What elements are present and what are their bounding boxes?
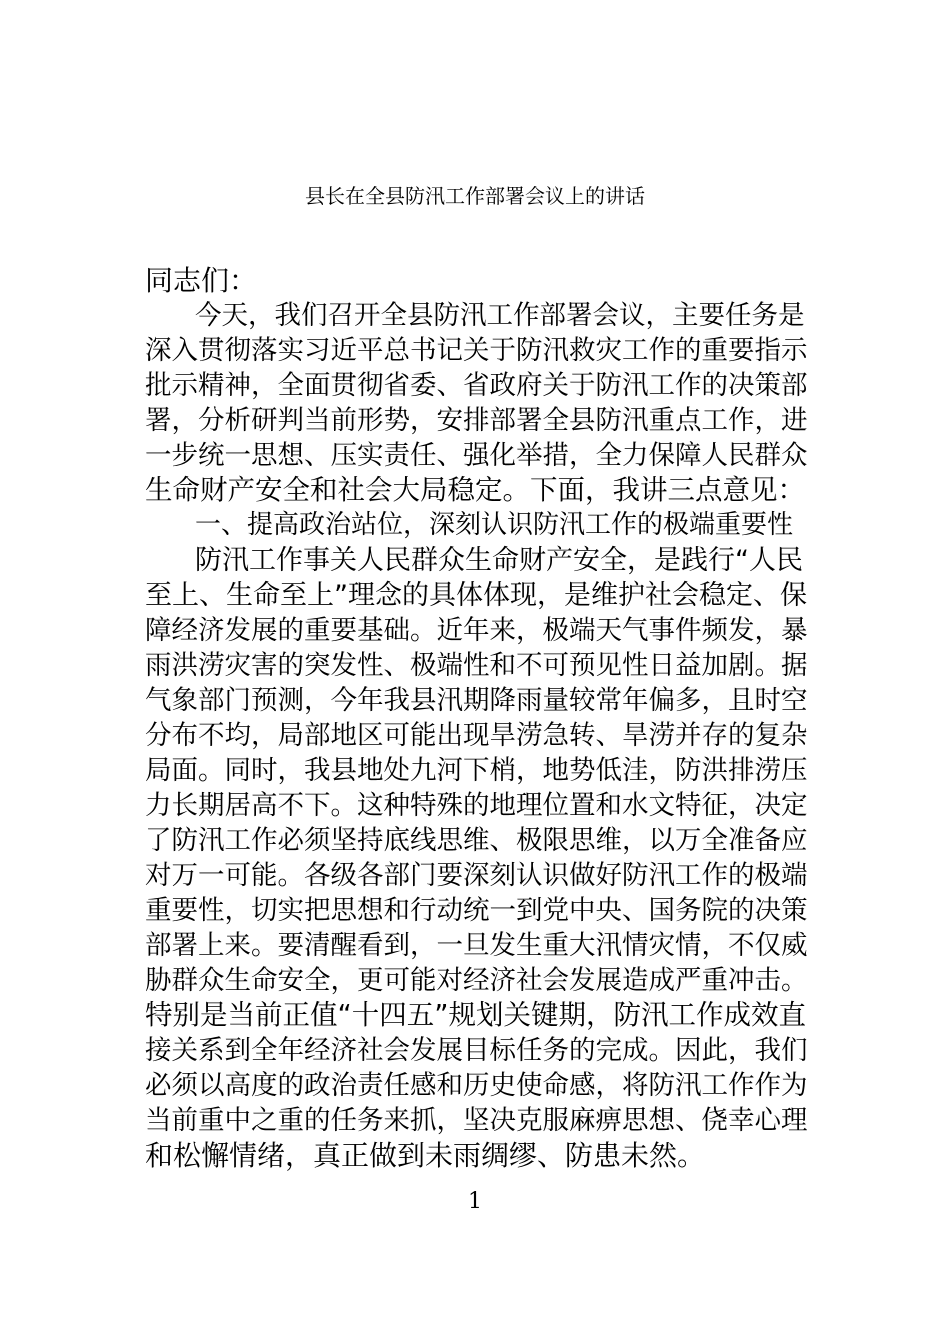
document-title: 县长在全县防汛工作部署会议上的讲话 [305,184,645,208]
paragraph-line: 障经济发展的重要基础。近年来，极端天气事件频发，暴 [145,615,808,646]
paragraph-line: 今天，我们召开全县防汛工作部署会议，主要任务是 [195,300,805,331]
paragraph-line: 雨洪涝灾害的突发性、极端性和不可预见性日益加剧。据 [145,650,808,681]
paragraph-line: 生命财产安全和社会大局稳定。下面，我讲三点意见： [145,474,805,506]
paragraph-line: 必须以高度的政治责任感和历史使命感，将防汛工作作为 [145,1070,808,1101]
document-body [145,263,810,1173]
paragraph-line: 气象部门预测，今年我县汛期降雨量较常年偏多，且时空 [145,685,808,716]
paragraph-line: 防汛工作事关人民群众生命财产安全，是践行“人民 [195,545,803,576]
paragraph-line: 深入贯彻落实习近平总书记关于防汛救灾工作的重要指示 [145,335,808,366]
paragraph-line: 特别是当前正值“十四五”规划关键期，防汛工作成效直 [145,999,806,1031]
paragraph-line: 批示精神，全面贯彻省委、省政府关于防汛工作的决策部 [145,370,808,401]
paragraph-line: 和松懈情绪，真正做到未雨绸缪、防患未然。 [145,1139,706,1172]
paragraph-line: 对万一可能。各级各部门要深刻认识做好防汛工作的极端 [145,860,808,891]
paragraph-line: 接关系到全年经济社会发展目标任务的完成。因此，我们 [145,1035,808,1066]
paragraph-line: 分布不均，局部地区可能出现旱涝急转、旱涝并存的复杂 [145,720,808,751]
page-number: 1 [468,1189,482,1214]
salutation: 同志们： [145,264,258,297]
paragraph-line: 一步统一思想、压实责任、强化举措，全力保障人民群众 [145,440,808,471]
paragraph-line: 力长期居高不下。这种特殊的地理位置和水文特征，决定 [145,790,808,821]
paragraph-line: 重要性，切实把思想和行动统一到党中央、国务院的决策 [145,895,808,926]
paragraph-line: 当前重中之重的任务来抓，坚决克服麻痹思想、侥幸心理 [145,1105,808,1136]
paragraph-line: 胁群众生命安全，更可能对经济社会发展造成严重冲击。 [145,965,808,996]
paragraph-line: 署，分析研判当前形势，安排部署全县防汛重点工作，进 [145,405,808,436]
paragraph-line: 局面。同时，我县地处九河下梢，地势低洼，防洪排涝压 [145,755,808,786]
paragraph-line: 部署上来。要清醒看到，一旦发生重大汛情灾情，不仅威 [145,930,808,961]
section-heading: 一、提高政治站位，深刻认识防汛工作的极端重要性 [195,510,794,540]
paragraph-line: 了防汛工作必须坚持底线思维、极限思维，以万全准备应 [145,825,808,856]
paragraph-line: 至上、生命至上”理念的具体体现，是维护社会稳定、保 [145,580,807,611]
